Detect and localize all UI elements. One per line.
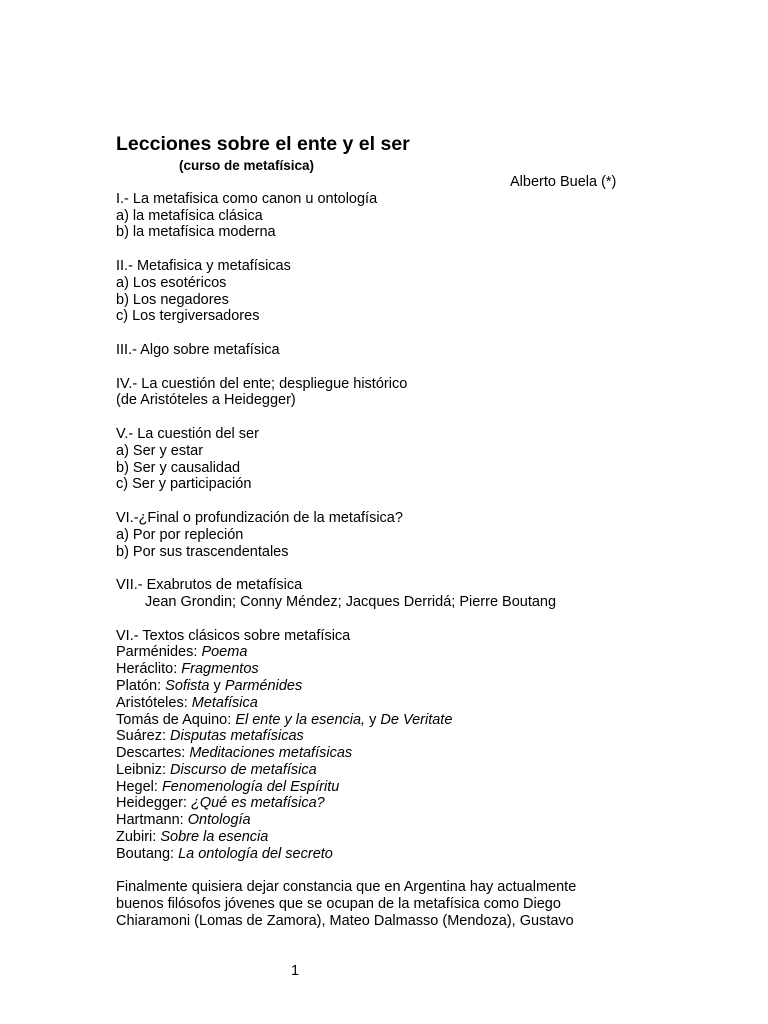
text-entry [116,795,716,812]
outline-section [116,510,716,560]
text-entry [116,712,716,729]
section-heading: I.- La metafisica como canon u ontología [116,190,378,207]
page-content [116,131,716,930]
author-name: Descartes: [116,745,190,762]
work-title: Poema [201,644,248,661]
section-gap [116,409,716,426]
text-entry [116,661,716,678]
text-entry [116,829,716,846]
section-item: b) la metafísica moderna [116,224,276,241]
work-title: Sobre la esencia [160,829,269,846]
work-title: Fenomenología del Espíritu [161,778,340,795]
text-entry [116,762,716,779]
texts-section-heading: VI.- Textos clásicos sobre metafísica [116,627,351,644]
section-item: b) Ser y causalidad [116,459,241,476]
section-item: c) Los tergiversadores [116,308,260,325]
author-line: Alberto Buela (*) [510,174,617,190]
course-outline [116,191,716,611]
section-gap [116,863,716,880]
outline-section [116,258,716,325]
section-heading: VII.- Exabrutos de metafísica [116,577,303,594]
classic-texts-list [116,644,716,862]
author-name: Zubiri: [116,829,161,846]
closing-line: buenos filósofos jóvenes que se ocupan de la metafísica como Diego [116,896,561,913]
author-name: Heráclito: [116,661,182,678]
text-entry [116,846,716,863]
work-title: Discurso de metafísica [170,761,317,778]
work-title: Fragmentos [181,661,259,678]
work-title: De Veritate [380,711,453,728]
closing-paragraph [116,879,716,929]
work-title: Parménides [224,677,303,694]
section-gap [116,325,716,342]
outline-section [116,376,716,410]
section-item: b) Por sus trascendentales [116,543,289,560]
text-entry [116,644,716,661]
section-heading: IV.- La cuestión del ente; despliegue histórico [116,375,408,392]
section-gap [116,493,716,510]
work-title: ¿Qué es metafísica? [190,795,325,812]
author-name: Boutang: [116,845,179,862]
text-entry [116,745,716,762]
outline-section [116,191,716,241]
closing-line: Chiaramoni (Lomas de Zamora), Mateo Dalmasso (Mendoza), Gustavo [116,913,574,930]
work-title: Meditaciones metafísicas [189,745,353,762]
author-name: Platón: [116,677,166,694]
work-title: La ontología del secreto [178,845,333,862]
section-item: a) Por por repleción [116,526,244,543]
text-entry [116,812,716,829]
page-number: 1 [291,963,300,979]
text-entry [116,695,716,712]
section-item: b) Los negadores [116,291,229,308]
section-item: a) la metafísica clásica [116,207,263,224]
section-gap [116,611,716,628]
author-name: Heidegger: [116,795,191,812]
author-name: Hartmann: [116,812,188,829]
work-title: Sofista [165,677,210,694]
section-gap [116,560,716,577]
work-title: Ontología [187,812,251,829]
work-title: Metafísica [191,694,258,711]
text-entry [116,728,716,745]
author-name: Suárez: [116,728,170,745]
author-name: Tomás de Aquino: [116,711,236,728]
section-item: a) Ser y estar [116,442,204,459]
section-item: (de Aristóteles a Heidegger) [116,392,296,409]
author-name: Hegel: [116,778,162,795]
author-name: Aristóteles: [116,694,192,711]
section-item: a) Los esotéricos [116,274,227,291]
author-name: y [209,677,225,694]
work-title: El ente y la esencia, [235,711,366,728]
section-gap [116,359,716,376]
outline-section [116,577,716,611]
section-heading: V.- La cuestión del ser [116,425,259,442]
text-entry [116,779,716,796]
section-item: c) Ser y participación [116,476,252,493]
document-title: Lecciones sobre el ente y el ser [116,133,410,155]
document-subtitle: (curso de metafísica) [179,158,315,173]
section-indented-line: Jean Grondin; Conny Méndez; Jacques Derridá; Pierre Boutang [145,593,557,610]
work-title: Disputas metafísicas [170,728,304,745]
section-heading: III.- Algo sobre metafísica [116,341,280,358]
outline-section [116,342,716,359]
section-heading: VI.-¿Final o profundización de la metafísica? [116,509,403,526]
author-name: Parménides: [116,644,202,661]
section-gap [116,241,716,258]
outline-section [116,426,716,493]
text-entry [116,678,716,695]
author-name: Leibniz: [116,761,171,778]
closing-line: Finalmente quisiera dejar constancia que en Argentina hay actualmente [116,879,577,896]
section-heading: II.- Metafisica y metafísicas [116,257,291,274]
author-name: y [365,711,381,728]
